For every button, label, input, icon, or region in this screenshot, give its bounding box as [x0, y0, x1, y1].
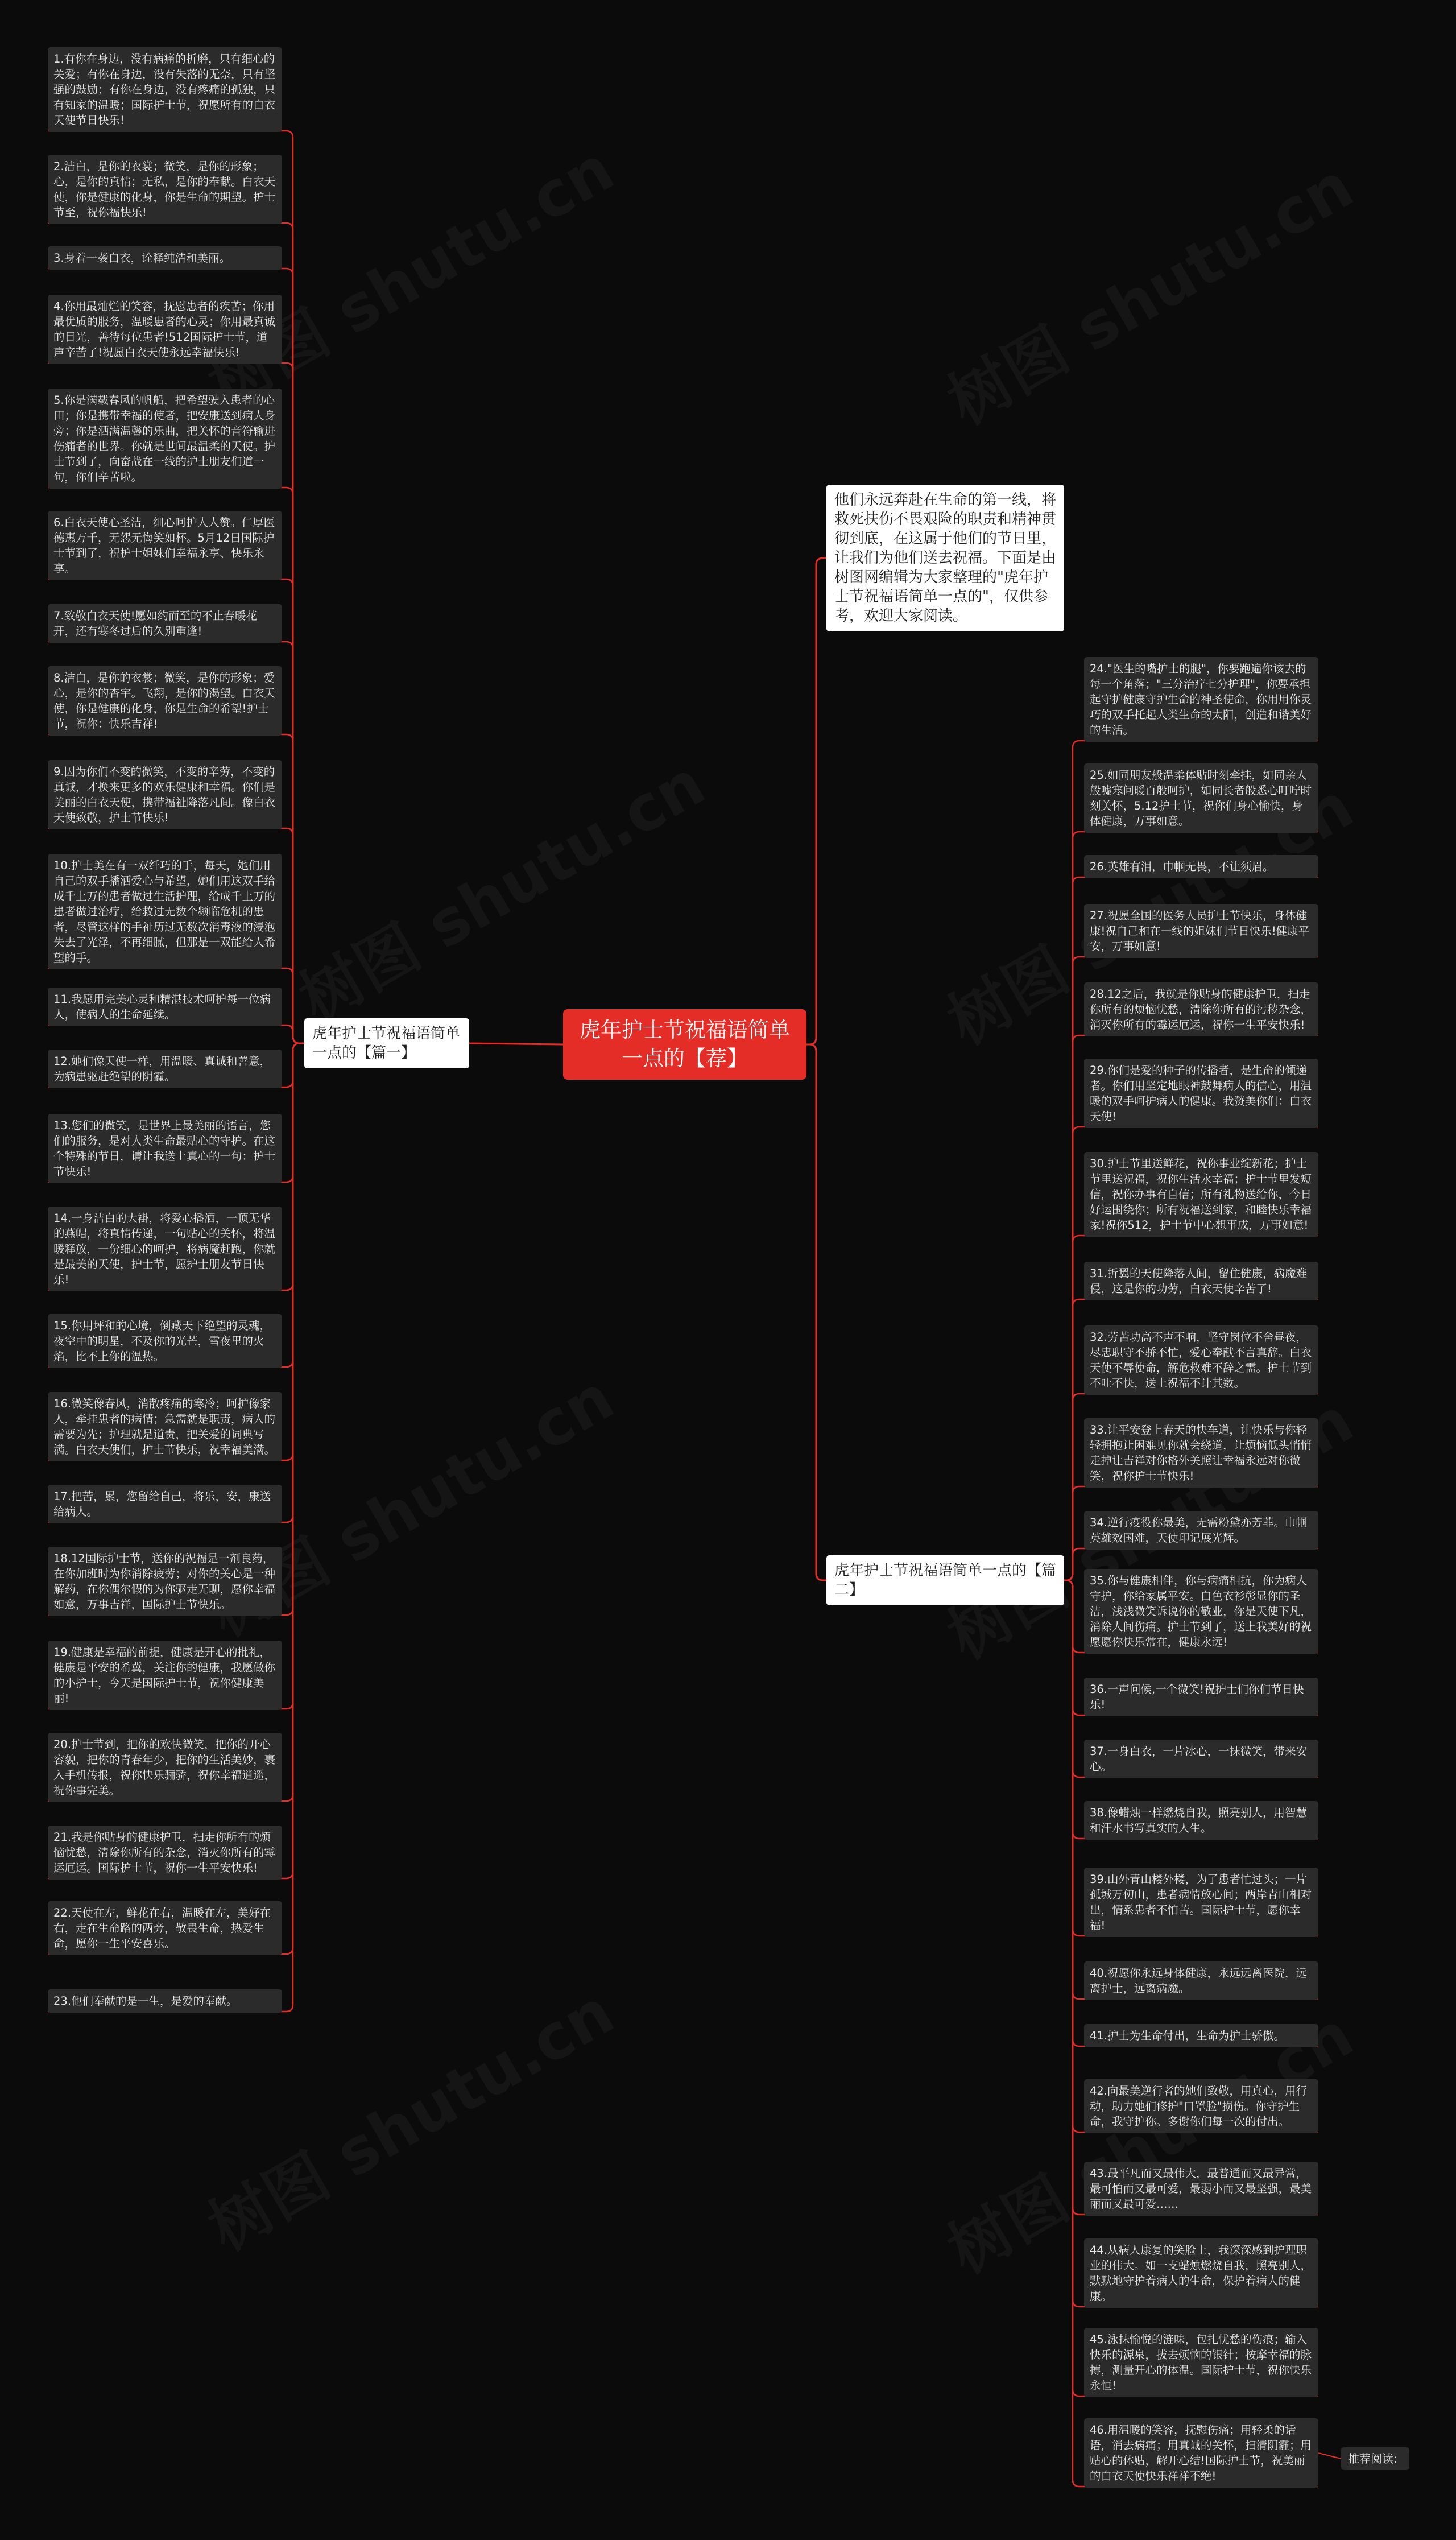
- blessing-item-35-text: 35.你与健康相伴，你与病痛相抗，你为病人守护，你给家属平安。白色衣衫彰显你的圣洁，浅浅微笑诉说你的敬业，你是天使下凡，消除人间伤痛。护士节到了，送上我美好的祝愿愿你快乐常在，健康永远!: [1090, 1574, 1312, 1649]
- blessing-item-45[interactable]: [1084, 2328, 1318, 2397]
- blessing-item-29[interactable]: [1084, 1059, 1318, 1128]
- blessing-item-14-text: 14.一身洁白的大褂，将爱心播洒，一顶无华的燕帽，将真情传递，一句贴心的关怀，将温暖释放，一份细心的呵护，将病魔赶跑，你就是最美的天使，护士节，愿护士朋友节日快乐!: [53, 1212, 276, 1286]
- blessing-item-11-text: 11.我愿用完美心灵和精湛技术呵护每一位病人，使病人的生命延续。: [53, 993, 271, 1021]
- branch-two-link-30: [1064, 1236, 1084, 1580]
- blessing-item-20-text: 20.护士节到，把你的欢快微笑，把你的开心容貌，把你的青春年少，把你的生活美妙，裹入手机传报，祝你快乐骊骄，祝你幸福逍遥，祝你事完美。: [53, 1738, 276, 1797]
- blessing-item-31-text: 31.折翼的天使降落人间，留住健康，病魔难侵，这是你的功劳，白衣天使辛苦了!: [1090, 1267, 1308, 1295]
- blessing-item-21-text: 21.我是你贴身的健康护卫，扫走你所有的烦恼忧愁，清除你所有的杂念，消灭你所有的霉运厄运。国际护士节，祝你一生平安快乐!: [53, 1831, 276, 1874]
- recommend-reading[interactable]: [1341, 2447, 1409, 2470]
- blessing-item-12[interactable]: [48, 1050, 282, 1088]
- blessing-item-33[interactable]: [1084, 1418, 1318, 1488]
- blessing-item-2[interactable]: [48, 155, 282, 224]
- blessing-item-3-text: 3.身着一袭白衣，诠释纯洁和美丽。: [53, 251, 231, 265]
- blessing-item-33-text: 33.让平安登上春天的快车道，让快乐与你轻轻拥抱让困难见你就会绕道，让烦恼低头悄悄走掉让吉祥对你格外关照让幸福永远对你微笑，祝你护士节快乐!: [1090, 1423, 1312, 1482]
- blessing-item-31[interactable]: [1084, 1262, 1318, 1300]
- recommend-reading-label: 推荐阅读:: [1348, 2452, 1397, 2465]
- blessing-item-38[interactable]: [1084, 1801, 1318, 1840]
- blessing-item-4-text: 4.你用最灿烂的笑容，抚慰患者的疾苦；你用最优质的服务，温暖患者的心灵；你用最真诚的目光，善待每位患者!512国际护士节，道声辛苦了!祝愿白衣天使永远幸福快乐!: [53, 300, 276, 359]
- branch-two-link-35: [1064, 1580, 1084, 1653]
- blessing-item-26-text: 26.英雄有泪，巾帼无畏，不让须眉。: [1090, 860, 1274, 873]
- blessing-item-23[interactable]: [48, 1989, 282, 2013]
- blessing-item-28-text: 28.12之后，我就是你贴身的健康护卫，扫走你所有的烦恼忧愁，清除你所有的污秽杂念，消灭你所有的霉运厄运，祝你一生平安快乐!: [1090, 988, 1312, 1031]
- blessing-item-40[interactable]: [1084, 1961, 1318, 2000]
- branch-part-two[interactable]: [826, 1555, 1064, 1605]
- blessing-item-9[interactable]: [48, 760, 282, 829]
- blessing-item-3[interactable]: [48, 246, 282, 270]
- blessing-item-12-text: 12.她们像天使一样，用温暖、真诚和善意，为病患驱赶绝望的阴霾。: [53, 1055, 271, 1083]
- blessing-item-25[interactable]: [1084, 763, 1318, 833]
- blessing-item-38-text: 38.像蜡烛一样燃烧自我，照亮别人，用智慧和汗水书写真实的人生。: [1090, 1806, 1308, 1835]
- blessing-item-19-text: 19.健康是幸福的前提，健康是开心的批礼，健康是平安的希冀，关注你的健康，我愿做你的小护士，今天是国际护士节，祝你健康美丽!: [53, 1646, 276, 1705]
- branch-part-two-label: 虎年护士节祝福语简单一点的【篇二】: [834, 1562, 1057, 1599]
- intro-summary-text: 他们永远奔赴在生命的第一线，将救死扶伤不畏艰险的职责和精神贯彻到底，在这属于他们的节日里，让我们为他们送去祝福。下面是由树图网编辑为大家整理的"虎年护士节祝福语简单一点的"，仅供参考，欢迎大家阅读。: [834, 492, 1057, 625]
- blessing-item-35[interactable]: [1084, 1569, 1318, 1654]
- branch-part-one-label: 虎年护士节祝福语简单一点的【篇一】: [312, 1025, 461, 1062]
- blessing-item-10-text: 10.护士美在有一双纤巧的手，每天，她们用自己的双手播洒爱心与希望，她们用这双手给成千上万的患者做过生活护理，给成千上万的患者做过治疗，给救过无数个频临危机的患者，尽管这样的手祉历过无数次消毒液的浸泡失去了光泽，不再细腻，但那是一双能给人希望的手。: [53, 859, 276, 964]
- branch-two-link-42: [1064, 1580, 1084, 2132]
- blessing-item-28[interactable]: [1084, 982, 1318, 1036]
- branch-two-link-46: [1064, 1580, 1084, 2487]
- branch-two-link-39: [1064, 1580, 1084, 1936]
- branch-one-link-23: [282, 1043, 304, 2012]
- branch-two-link-26: [1064, 877, 1084, 1580]
- blessing-item-23-text: 23.他们奉献的是一生，是爱的奉献。: [53, 1994, 238, 2008]
- blessing-item-13-text: 13.您们的微笑，是世界上最美丽的语言，您们的服务，是对人类生命最贴心的守护。在这个特殊的节日，请让我送上真心的一句：护士节快乐!: [53, 1119, 276, 1178]
- blessing-item-4[interactable]: [48, 295, 282, 364]
- branch-part-one[interactable]: [304, 1018, 469, 1068]
- branch-two-link-45: [1064, 1580, 1084, 2396]
- blessing-item-27[interactable]: [1084, 904, 1318, 958]
- branch-two-link-31: [1064, 1299, 1084, 1580]
- blessing-item-24[interactable]: [1084, 657, 1318, 742]
- root-topic[interactable]: [563, 1009, 806, 1080]
- blessing-item-15[interactable]: [48, 1314, 282, 1368]
- blessing-item-42-text: 42.向最美逆行者的她们致敬，用真心，用行动，助力她们修护"口罩脸"损伤。你守护生命，我守护你。多谢你们每一次的付出。: [1090, 2084, 1308, 2128]
- blessing-item-43[interactable]: [1084, 2162, 1318, 2216]
- blessing-item-7[interactable]: [48, 604, 282, 643]
- blessing-item-34[interactable]: [1084, 1511, 1318, 1550]
- branch-two-link-29: [1064, 1127, 1084, 1580]
- blessing-item-46-text: 46.用温暖的笑容，抚慰伤痛；用轻柔的话语，消去病痛；用真诚的关怀，扫清阴霾；用贴心的体贴，解开心结!国际护士节，祝美丽的白衣天使快乐祥祥不绝!: [1090, 2423, 1312, 2483]
- blessing-item-39[interactable]: [1084, 1868, 1318, 1937]
- blessing-item-45-text: 45.泳抹愉悦的涟味，包扎忧愁的伤痕；输入快乐的源泉，拔去烦恼的银针；按摩幸福的脉搏，测量开心的体温。国际护士节，祝你快乐永恒!: [1090, 2333, 1312, 2392]
- blessing-item-34-text: 34.逆行疫役你最美，无需粉黛亦芳菲。巾帼英雄效国难，天使印记展光辉。: [1090, 1516, 1308, 1544]
- root-to-branch-two-line: [806, 1044, 826, 1580]
- blessing-item-29-text: 29.你们是爱的种子的传播者，是生命的倾递者。你们用坚定地眼神鼓舞病人的信心，用温暖的双手呵护病人的健康。我赞美你们：白衣天使!: [1090, 1064, 1312, 1123]
- blessing-item-9-text: 9.因为你们不变的微笑，不变的辛劳，不变的真诚，才换来更多的欢乐健康和幸福。你们是美丽的白衣天使，携带福祉降落凡间。像白衣天使致敬，护士节快乐!: [53, 765, 276, 824]
- blessing-item-16-text: 16.微笑像春风，消散疼痛的寒冷；呵护像家人，牵挂患者的病情；急需就是职责，病人的需要为先；护理就是道责，把关爱的词典写满。白衣天使们，护士节快乐，祝幸福美满。: [53, 1397, 276, 1456]
- branch-two-link-34: [1064, 1548, 1084, 1580]
- blessing-item-14[interactable]: [48, 1207, 282, 1291]
- blessing-item-40-text: 40.祝愿你永远身体健康，永远远离医院，远离护士，远离病魔。: [1090, 1967, 1308, 1995]
- blessing-item-27-text: 27.祝愿全国的医务人员护士节快乐，身体健康!祝自己和在一线的姐妹们节日快乐!健康平安，万事如意!: [1090, 909, 1310, 953]
- blessing-item-2-text: 2.洁白，是你的衣裳；微笑，是你的形象；心，是你的真情；无私，是你的奉献。白衣天使，你是健康的化身，你是生命的期望。护士节至，祝你福快乐!: [53, 160, 276, 219]
- blessing-item-17-text: 17.把苦，累，您留给自己，将乐，安，康送给病人。: [53, 1490, 271, 1518]
- blessing-item-17[interactable]: [48, 1485, 282, 1523]
- blessing-item-8[interactable]: [48, 666, 282, 736]
- branch-two-link-37: [1064, 1580, 1084, 1777]
- blessing-item-21[interactable]: [48, 1826, 282, 1880]
- blessing-item-20[interactable]: [48, 1733, 282, 1802]
- blessing-item-44-text: 44.从病人康复的笑脸上，我深深感到护理职业的伟大。如一支蜡烛燃烧自我，照亮别人，默默地守护着病人的生命，保护着病人的健康。: [1090, 2244, 1312, 2303]
- blessing-item-7-text: 7.致敬白衣天使!愿如约而至的不止春暖花开，还有寒冬过后的久别重逢!: [53, 609, 257, 638]
- blessing-item-10[interactable]: [48, 854, 282, 969]
- branch-two-link-38: [1064, 1580, 1084, 1839]
- blessing-item-37[interactable]: [1084, 1740, 1318, 1778]
- recommend-link-line: [1318, 2453, 1341, 2459]
- blessing-item-5[interactable]: [48, 389, 282, 489]
- branch-two-link-43: [1064, 1580, 1084, 2215]
- blessing-item-26[interactable]: [1084, 855, 1318, 878]
- blessing-item-6-text: 6.白衣天使心圣洁，细心呵护人人赞。仁厚医德惠万千，无怨无悔笑如杯。5月12日国际护士节到了，祝护士姐妹们幸福永享、快乐永享。: [53, 516, 275, 575]
- blessing-item-13[interactable]: [48, 1114, 282, 1183]
- blessing-item-6[interactable]: [48, 511, 282, 580]
- blessing-item-24-text: 24."医生的嘴护士的腿"，你要跑遍你该去的每一个角落；"三分治疗七分护理"，你要承担起守护健康守护生命的神圣使命，你用用你灵巧的双手托起人类生命的太阳，创造和谐美好的生活。: [1090, 662, 1312, 737]
- blessing-item-42[interactable]: [1084, 2079, 1318, 2133]
- blessing-item-32[interactable]: [1084, 1325, 1318, 1395]
- blessing-item-37-text: 37.一身白衣，一片冰心，一抹微笑，带来安心。: [1090, 1745, 1308, 1773]
- root-to-branch-one-line: [469, 1043, 563, 1044]
- blessing-item-18[interactable]: [48, 1547, 282, 1616]
- intro-summary[interactable]: [826, 485, 1064, 631]
- branch-two-link-33: [1064, 1486, 1084, 1580]
- branch-two-link-25: [1064, 832, 1084, 1580]
- blessing-item-1-text: 1.有你在身边，没有病痛的折磨，只有细心的关爱；有你在身边，没有失落的无奈，只有坚强的鼓励；有你在身边，没有疼痛的孤独，只有知家的温暖；国际护士节，祝愿所有的白衣天使节日快乐!: [53, 52, 276, 127]
- root-topic-label: 虎年护士节祝福语简单一点的【荐】: [580, 1018, 790, 1071]
- blessing-item-8-text: 8.洁白，是你的衣裳；微笑，是你的形象；爱心，是你的杏宇。飞翔，是你的渴望。白衣天使，你是健康的化身，你是生命的希望!护士节，祝你：快乐吉祥!: [53, 671, 276, 730]
- blessing-item-41[interactable]: [1084, 2024, 1318, 2047]
- blessing-item-36[interactable]: [1084, 1678, 1318, 1716]
- blessing-item-5-text: 5.你是满载春风的帆船，把希望驶入患者的心田；你是携带幸福的使者，把安康送到病人身旁；你是洒满温馨的乐曲，把关怀的音符输进伤痛者的世界。你就是世间最温柔的天使。护士节到了，向奋战在一线的护士朋友们道一句，你们辛苦啦。: [53, 394, 276, 484]
- branch-two-link-44: [1064, 1580, 1084, 2307]
- branch-two-link-24: [1064, 741, 1084, 1580]
- blessing-item-16[interactable]: [48, 1392, 282, 1461]
- blessing-item-36-text: 36.一声问候,一个微笑!祝护士们你们节日快乐!: [1090, 1683, 1304, 1711]
- branch-two-link-36: [1064, 1580, 1084, 1715]
- blessing-item-30-text: 30.护士节里送鲜花，祝你事业绽新花；护士节里送祝福，祝你生活永幸福；护士节里发短信，祝你办事有自信；所有礼物送给你，今日好运围绕你；所有祝福送到家，和睦快乐幸福家!祝你512，护士节中心想事成，万事如意!: [1090, 1157, 1312, 1232]
- blessing-item-32-text: 32.劳苦功高不声不响，坚守岗位不舍昼夜，尽忠职守不骄不忙，爱心奉献不言真辞。白衣天使不辱使命，解危救难不辞之需。护士节到不吐不快，送上祝福不计其数。: [1090, 1331, 1312, 1390]
- blessing-item-11[interactable]: [48, 988, 282, 1026]
- branch-two-link-28: [1064, 1035, 1084, 1580]
- blessing-item-30[interactable]: [1084, 1152, 1318, 1237]
- blessing-item-39-text: 39.山外青山楼外楼，为了患者忙过头；一片孤城万仞山，患者病情放心间；两岸青山相对出，情系患者不怕苦。国际护士节，愿你幸福!: [1090, 1873, 1312, 1932]
- blessing-item-41-text: 41.护士为生命付出，生命为护士骄傲。: [1090, 2029, 1285, 2042]
- blessing-item-15-text: 15.你用坪和的心境，倒藏天下绝望的灵魂，夜空中的明星，不及你的光芒，雪夜里的火焰，比不上你的温热。: [53, 1319, 271, 1363]
- blessing-item-46[interactable]: [1084, 2418, 1318, 2488]
- root-to-intro-line: [806, 558, 826, 1044]
- blessing-item-1[interactable]: [48, 47, 282, 132]
- blessing-item-43-text: 43.最平凡而又最伟大，最普通而又最异常，最可怕而又最可爱，最弱小而又最坚强，最美丽而又最可爱……: [1090, 2167, 1312, 2211]
- blessing-item-44[interactable]: [1084, 2238, 1318, 2308]
- blessing-item-22[interactable]: [48, 1901, 282, 1955]
- blessing-item-22-text: 22.天使在左，鲜花在右，温暖在左，美好在右，走在生命路的两旁，敬畏生命，热爱生命，愿你一生平安喜乐。: [53, 1906, 271, 1950]
- blessing-item-18-text: 18.12国际护士节，送你的祝福是一剂良药，在你加班时为你消除疲劳；对你的关心是一种解药，在你偶尔假的为你驱走无聊，愿你幸福如意，万事吉祥，国际护士节快乐。: [53, 1552, 276, 1611]
- blessing-item-19[interactable]: [48, 1641, 282, 1710]
- blessing-item-25-text: 25.如同朋友般温柔体贴时刻牵挂，如同亲人般嘘寒问暖百般呵护，如同长者般悉心叮咛时刻关怀，5.12护士节，祝你们身心愉快，身体健康，万事如意。: [1090, 769, 1312, 828]
